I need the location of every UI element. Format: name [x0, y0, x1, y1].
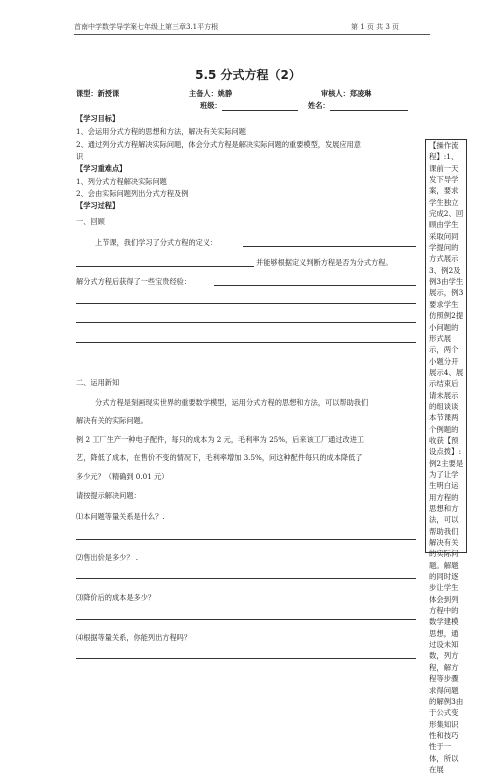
intro-text: 解决有关的实际问题。	[76, 416, 148, 425]
objective-item: 2、通过列分式方程解决实际问题，体会分式方程是解决实际问题的重要模型，发展应用意	[76, 140, 361, 149]
keypoint-item: 1、列分式方程解决实际问题	[76, 177, 167, 186]
answer-line[interactable]	[76, 619, 416, 620]
class-field[interactable]	[222, 110, 298, 111]
answer-line[interactable]	[76, 539, 416, 540]
review-question-1: 上节课，我们学习了分式方程的定义：	[95, 238, 218, 247]
example-text: 例 2 工厂生产一种电子配件，每只的成本为 2 元，毛利率为 25%，后来该工厂通过改进工	[76, 435, 365, 444]
objectives-heading: 【学习目标】	[76, 114, 120, 123]
objective-item: 识	[76, 152, 84, 161]
preparer: 主备人：姚静	[189, 89, 233, 98]
answer-line[interactable]	[76, 578, 416, 579]
keypoints-heading: 【学习重难点】	[76, 164, 127, 173]
sidebar-notes: 【操作流程】:1、课前一天发下导学案，要求学生独立完成2、回顾由学生采取问同学提问的方式展示3、例2及例3由学生展示，例3要求学生仿照例2提小问题的形式展示，两个小题分开展示4、展示结束后请未展示的组谈谈本节课两个例题的收获【预设点拨】:例2主要是为了让学生明白运用方程的思想和方法，可以帮助我们解决有关的实际问题。解题的同时逐步让学生体会到列方程中的数学建模思想，通过设未知数，列方程，解方程等步骤求得问题的解例3由于公式变形集知识性和技巧性于一体，所以在展	[429, 141, 464, 774]
answer-line[interactable]	[76, 342, 416, 343]
keypoint-item: 2、会由实际问题列出分式方程及例	[76, 189, 189, 198]
hint-prompt: 请按提示解决问题：	[76, 491, 141, 500]
review-heading: 一、回顾	[76, 217, 105, 226]
answer-line[interactable]	[243, 246, 416, 247]
process-heading: 【学习过程】	[76, 201, 120, 210]
name-label: 姓名：	[308, 101, 330, 110]
header-page-info: 第 1 页 共 3 页	[351, 23, 400, 31]
question-2: ⑵售出价是多少？ .	[76, 553, 139, 562]
header-doc-title: 首南中学数学导学案七年级上第三章3.1平方根	[74, 23, 219, 31]
answer-line[interactable]	[76, 303, 416, 304]
answer-line[interactable]	[76, 266, 254, 267]
objective-item: 1、会运用分式方程的思想和方法，解决有关实际问题	[76, 127, 246, 136]
class-label: 班级：	[200, 101, 222, 110]
example-text: 多少元？（精确到 0.01 元）	[76, 472, 169, 481]
page-title: 5.5 分式方程（2）	[195, 68, 301, 82]
answer-line[interactable]	[76, 658, 416, 659]
apply-heading: 二、运用新知	[76, 378, 120, 387]
name-field[interactable]	[330, 110, 408, 111]
question-4: ⑷根据等量关系，你能列出方程吗？	[76, 633, 192, 642]
header-divider	[74, 34, 430, 35]
question-1: ⑴本问题等量关系是什么？.	[76, 512, 165, 521]
lesson-type: 课型：新授课	[76, 89, 120, 98]
intro-text: 分式方程是刻画现实世界的重要数学模型，运用分式方程的思想和方法，可以帮助我们	[95, 398, 369, 407]
answer-line[interactable]	[76, 322, 416, 323]
answer-line[interactable]	[214, 285, 416, 286]
review-question-1-tail: 并能够根据定义判断方程是否为分式方程。	[256, 258, 393, 267]
question-3: ⑶降价后的成本是多少？	[76, 593, 156, 602]
review-question-2: 解分式方程后获得了一些宝贵经验：	[76, 277, 192, 286]
example-text: 艺，降低了成本，在售价不变的情况下，毛利率增加 3.5%，问这种配件每只的成本降低了	[76, 453, 363, 462]
reviewer: 审核人：郑凌琳	[321, 89, 372, 98]
